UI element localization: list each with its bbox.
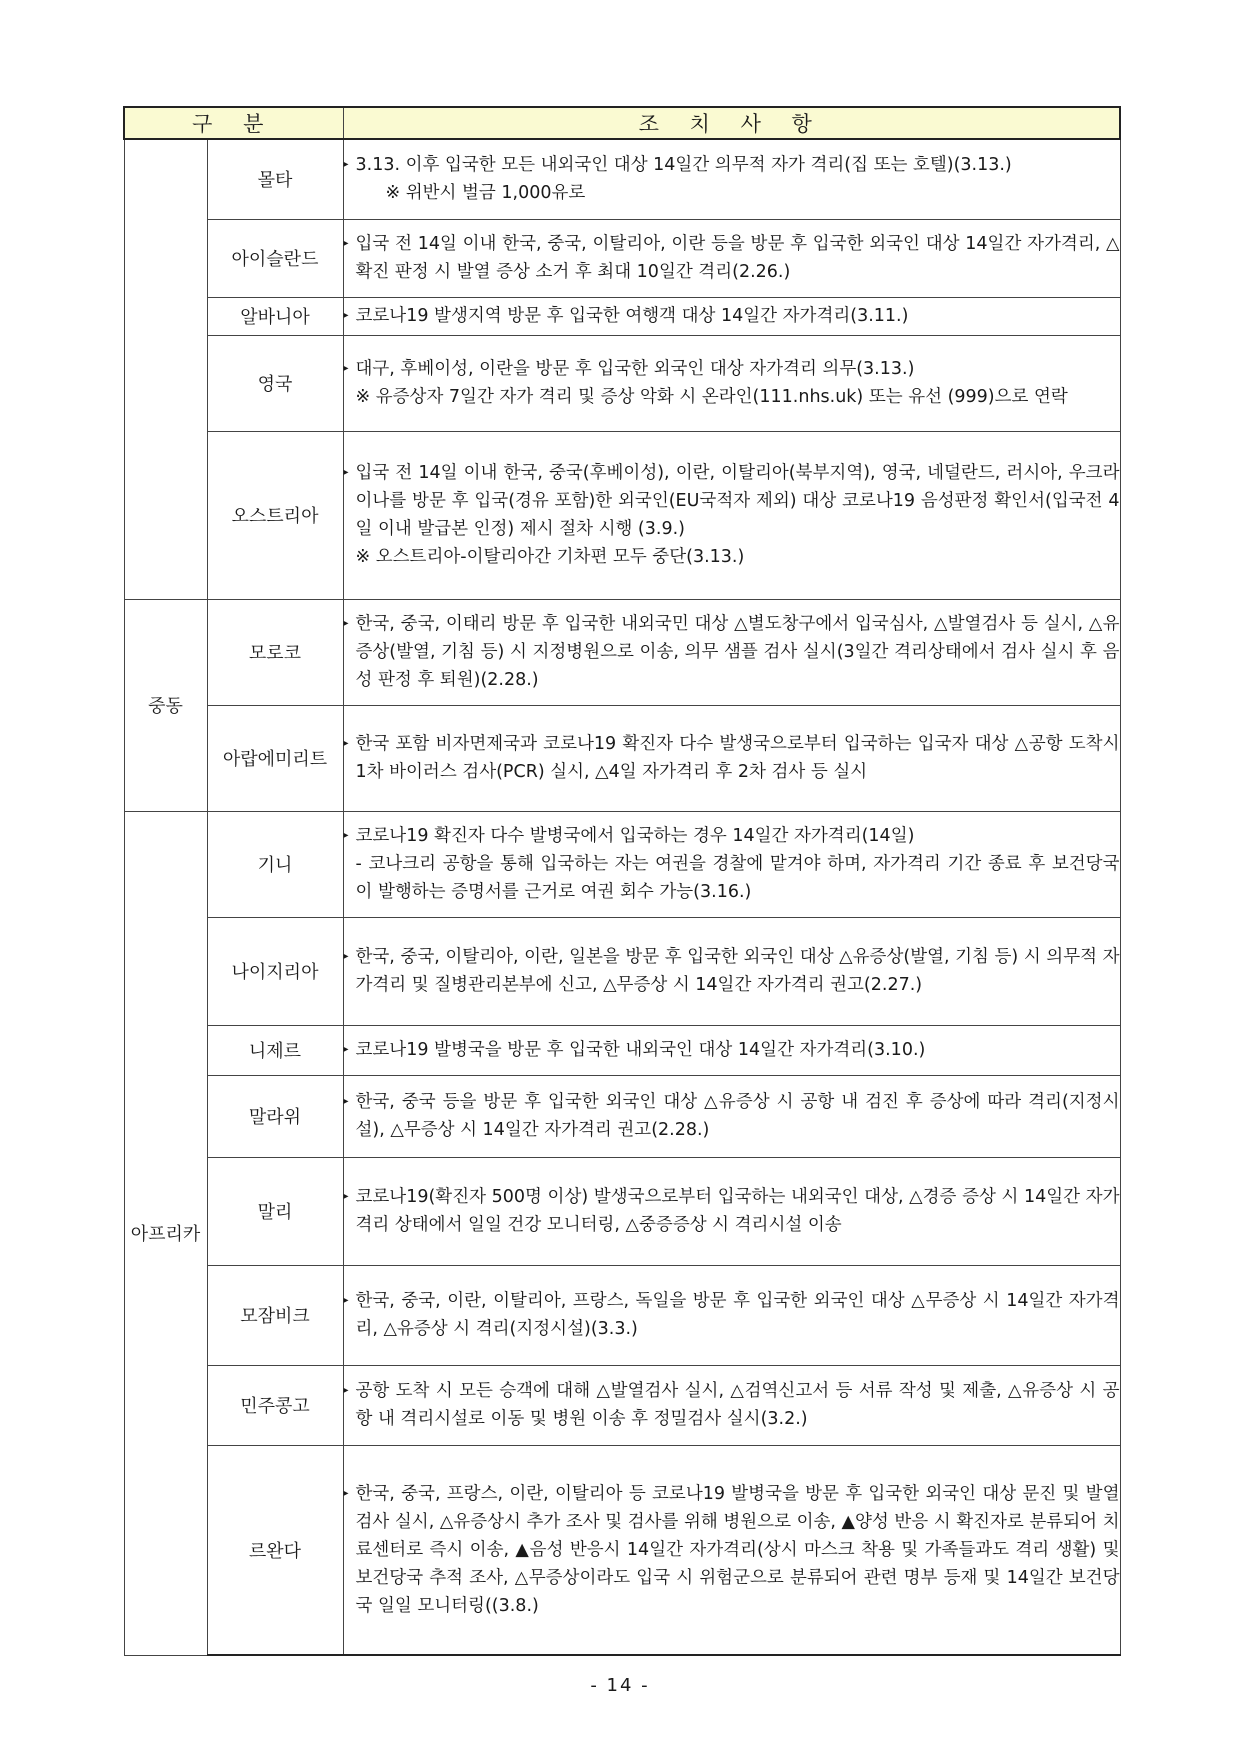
table-row [124,1025,1120,1075]
measure-cell: ▸ 한국, 중국, 이란, 이탈리아, 프랑스, 독일을 방문 후 입국한 외국인 대상 △무증상 시 14일간 자가격리, △유증상 시 격리(지정시설)(3.3.) [343,1265,1120,1365]
dash-text: - 코나크리 공항을 통해 입국하는 자는 여권을 경찰에 맡겨야 하며, 자가격리 기간 종료 후 보건당국이 발행하는 증명서를 근거로 여권 회수 가능(3.16.) [355,854,1120,902]
measures-table [123,106,1121,1656]
region-cell-middle-east: 중동 [124,599,207,811]
measure-cell: ▸ 코로나19 확진자 다수 발병국에서 입국하는 경우 14일간 자가격리(14일) - 코나크리 공항을 통해 입국하는 자는 여권을 경찰에 맡겨야 하며, 자가격리 기간 종료 후 보건당국이 발행하는 증명서를 근거로 여권 회수 가능(3.16.) [343,811,1120,917]
table-row [124,139,1120,219]
country-cell: 기니 [207,811,343,917]
bullet-icon: ▸ [343,363,349,374]
country-cell: 영국 [207,335,343,431]
table-row [124,1265,1120,1365]
country-cell: 르완다 [207,1445,343,1655]
table-header [124,107,1120,139]
header-measures: 조 치 사 항 [343,107,1120,139]
table-row [124,599,1120,705]
measure-cell: ▸ 3.13. 이후 입국한 모든 내외국인 대상 14일간 의무적 자가 격리(집 또는 호텔)(3.13.) ※ 위반시 벌금 1,000유로 [343,139,1120,219]
measure-cell: ▸ 한국 포함 비자면제국과 코로나19 확진자 다수 발생국으로부터 입국하는 입국자 대상 △공항 도착시 1차 바이러스 검사(PCR) 실시, △4일 자가격리 후 2차 검사 등 실시 [343,705,1120,811]
country-cell: 말라위 [207,1075,343,1157]
measure-cell: ▸ 한국, 중국, 프랑스, 이란, 이탈리아 등 코로나19 발병국을 방문 후 입국한 외국인 대상 문진 및 발열 검사 실시, △유증상시 추가 조사 및 검사를 위해 병원으로 이송, ▲양성 반응 시 확진자로 분류되어 치료센터로 즉시 이송, ▲음성 반응시 14일간 자가격리(상시 마스크 착용 및 가족들과도 격리 생활) 및 보건당국 추적 조사, △무증상이라도 입국 시 위험군으로 분류되어 관련 명부 등재 및 14일간 보건당국 일일 모니터링((3.8.) [343,1445,1120,1655]
bullet-icon: ▸ [343,1487,349,1499]
table-row [124,811,1120,917]
country-cell: 말리 [207,1157,343,1265]
country-cell: 몰타 [207,139,343,219]
measure-cell: ▸ 한국, 중국, 이태리 방문 후 입국한 내외국민 대상 △별도창구에서 입국심사, △발열검사 등 실시, △유증상(발열, 기침 등) 시 지정병원으로 이송, 의무 샘플 검사 실시(3일간 격리상태에서 검사 실시 후 음성 판정 후 퇴원)(2.28.) [343,599,1120,705]
table-row [124,917,1120,1025]
table-row [124,1157,1120,1265]
table-row [124,1445,1120,1655]
country-cell: 니제르 [207,1025,343,1075]
page-number: - 14 - [590,1675,650,1696]
bullet-icon: ▸ [343,159,349,171]
measure-cell: ▸ 한국, 중국 등을 방문 후 입국한 외국인 대상 △유증상 시 공항 내 검진 후 증상에 따라 격리(지정시설), △무증상 시 14일간 자가격리 권고(2.28.) [343,1075,1120,1157]
measure-cell: ▸ 코로나19(확진자 500명 이상) 발생국으로부터 입국하는 내외국인 대상, △경증 증상 시 14일간 자가격리 상태에서 일일 건강 모니터링, △중증증상 시 격리시설 이송 [343,1157,1120,1265]
bullet-icon: ▸ [343,951,349,962]
table-row [124,297,1120,335]
bullet-icon: ▸ [343,467,349,478]
header-category: 구 분 [124,107,343,139]
bullet-icon: ▸ [343,1096,349,1107]
country-cell: 아이슬란드 [207,219,343,297]
country-cell: 모로코 [207,599,343,705]
bullet-icon: ▸ [343,238,349,249]
table-row [124,1365,1120,1445]
region-cell-africa: 아프리카 [124,811,207,1655]
table-row [124,705,1120,811]
bullet-icon: ▸ [343,1385,349,1396]
note-text: ※ 위반시 벌금 1,000유로 [385,183,586,204]
country-cell: 오스트리아 [207,431,343,599]
bullet-icon: ▸ [343,738,349,749]
measure-cell: ▸ 입국 전 14일 이내 한국, 중국(후베이성), 이란, 이탈리아(북부지역), 영국, 네덜란드, 러시아, 우크라이나를 방문 후 입국(경유 포함)한 외국인(EU국적자 제외) 대상 코로나19 음성판정 확인서(입국전 4일 이내 발급본 인정) 제시 절차 시행 (3.9.) ※ 오스트리아-이탈리아간 기차편 모두 중단(3.13.) [343,431,1120,599]
bullet-icon: ▸ [343,310,349,321]
measure-cell: ▸ 대구, 후베이성, 이란을 방문 후 입국한 외국인 대상 자가격리 의무(3.13.) ※ 유증상자 7일간 자가 격리 및 증상 악화 시 온라인(111.nhs.uk) 또는 유선 (999)으로 연락 [343,335,1120,431]
bullet-icon: ▸ [343,1295,349,1306]
table-row [124,431,1120,599]
region-cell-europe [124,139,207,599]
bullet-icon: ▸ [343,830,349,841]
country-cell: 민주콩고 [207,1365,343,1445]
table-row [124,335,1120,431]
country-cell: 나이지리아 [207,917,343,1025]
measure-cell: ▸ 한국, 중국, 이탈리아, 이란, 일본을 방문 후 입국한 외국인 대상 △유증상(발열, 기침 등) 시 의무적 자가격리 및 질병관리본부에 신고, △무증상 시 14일간 자가격리 권고(2.27.) [343,917,1120,1025]
bullet-icon: ▸ [343,1191,349,1202]
country-cell: 아랍에미리트 [207,705,343,811]
table-row [124,219,1120,297]
measure-cell: ▸ 코로나19 발생지역 방문 후 입국한 여행객 대상 14일간 자가격리(3.11.) [343,297,1120,335]
note-text: ※ 유증상자 7일간 자가 격리 및 증상 악화 시 온라인(111.nhs.uk) 또는 유선 (999)으로 연락 [355,387,1068,407]
bullet-icon: ▸ [343,618,349,629]
table-row [124,1075,1120,1157]
note-text: ※ 오스트리아-이탈리아간 기차편 모두 중단(3.13.) [355,547,745,567]
bullet-icon: ▸ [343,1044,349,1055]
measure-cell: ▸ 공항 도착 시 모든 승객에 대해 △발열검사 실시, △검역신고서 등 서류 작성 및 제출, △유증상 시 공항 내 격리시설로 이동 및 병원 이송 후 정밀검사 실시(3.2.) [343,1365,1120,1445]
country-cell: 모잠비크 [207,1265,343,1365]
measure-cell: ▸ 코로나19 발병국을 방문 후 입국한 내외국인 대상 14일간 자가격리(3.10.) [343,1025,1120,1075]
country-cell: 알바니아 [207,297,343,335]
measure-cell: ▸ 입국 전 14일 이내 한국, 중국, 이탈리아, 이란 등을 방문 후 입국한 외국인 대상 14일간 자가격리, △확진 판정 시 발열 증상 소거 후 최대 10일간 격리(2.26.) [343,219,1120,297]
